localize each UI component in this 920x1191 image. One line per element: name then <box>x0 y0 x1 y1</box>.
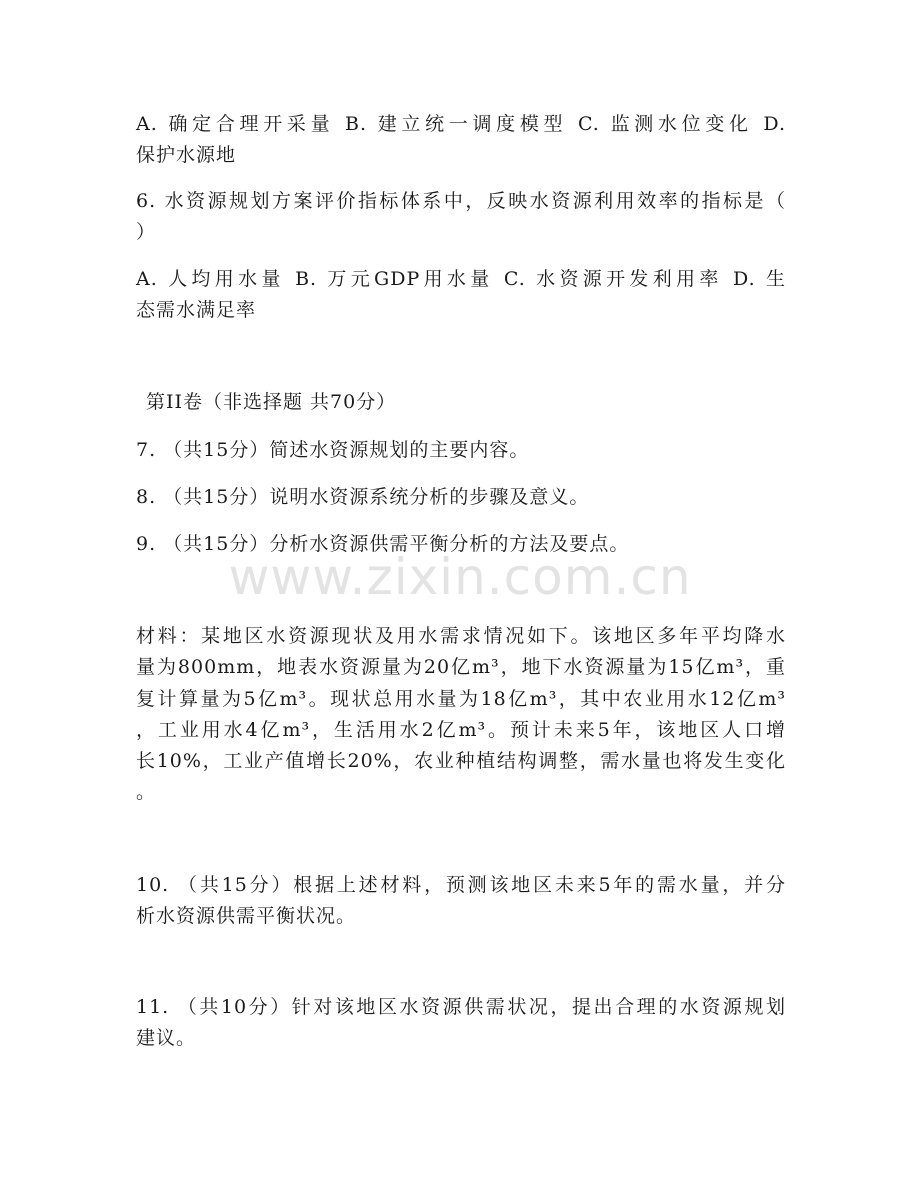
q6-stem-line-2: ） <box>136 221 157 243</box>
q6-stem-line-1: 6. 水资源规划方案评价指标体系中，反映水资源利用效率的指标是（ <box>136 190 786 212</box>
question-7: 7. （共15分）简述水资源规划的主要内容。 <box>136 439 530 461</box>
question-9: 9. （共15分）分析水资源供需平衡分析的方法及要点。 <box>136 533 630 555</box>
q10-line-1: 10. （共15分）根据上述材料，预测该地区未来5年的需水量，并分 <box>136 874 786 896</box>
material-line-3: 复计算量为5亿m³。现状总用水量为18亿m³，其中农业用水12亿m³ <box>136 688 786 710</box>
question-8: 8. （共15分）说明水资源系统分析的步骤及意义。 <box>136 486 590 508</box>
q5-options-line-2: 保护水源地 <box>136 144 237 166</box>
section-ii-heading: 第II卷（非选择题 共70分） <box>146 391 397 413</box>
material-line-6: 。 <box>136 781 157 803</box>
q11-line-1: 11. （共10分）针对该地区水资源供需状况，提出合理的水资源规划 <box>136 996 786 1018</box>
material-line-4: ，工业用水4亿m³，生活用水2亿m³。预计未来5年，该地区人口增 <box>136 719 786 741</box>
q6-options-line-1: A. 人均用水量 B. 万元GDP用水量 C. 水资源开发利用率 D. 生 <box>136 268 786 290</box>
material-line-2: 量为800mm，地表水资源量为20亿m³，地下水资源量为15亿m³，重 <box>136 656 786 678</box>
q6-options-line-2: 态需水满足率 <box>136 299 257 321</box>
material-line-1: 材料：某地区水资源现状及用水需求情况如下。该地区多年平均降水 <box>136 625 786 647</box>
material-line-5: 长10%，工业产值增长20%，农业种植结构调整，需水量也将发生变化 <box>136 750 786 772</box>
watermark: www.zixin.com.cn <box>228 548 692 606</box>
q5-options-line-1: A. 确定合理开采量 B. 建立统一调度模型 C. 监测水位变化 D. <box>136 113 786 135</box>
q10-line-2: 析水资源供需平衡状况。 <box>136 905 357 927</box>
q11-line-2: 建议。 <box>136 1027 197 1049</box>
